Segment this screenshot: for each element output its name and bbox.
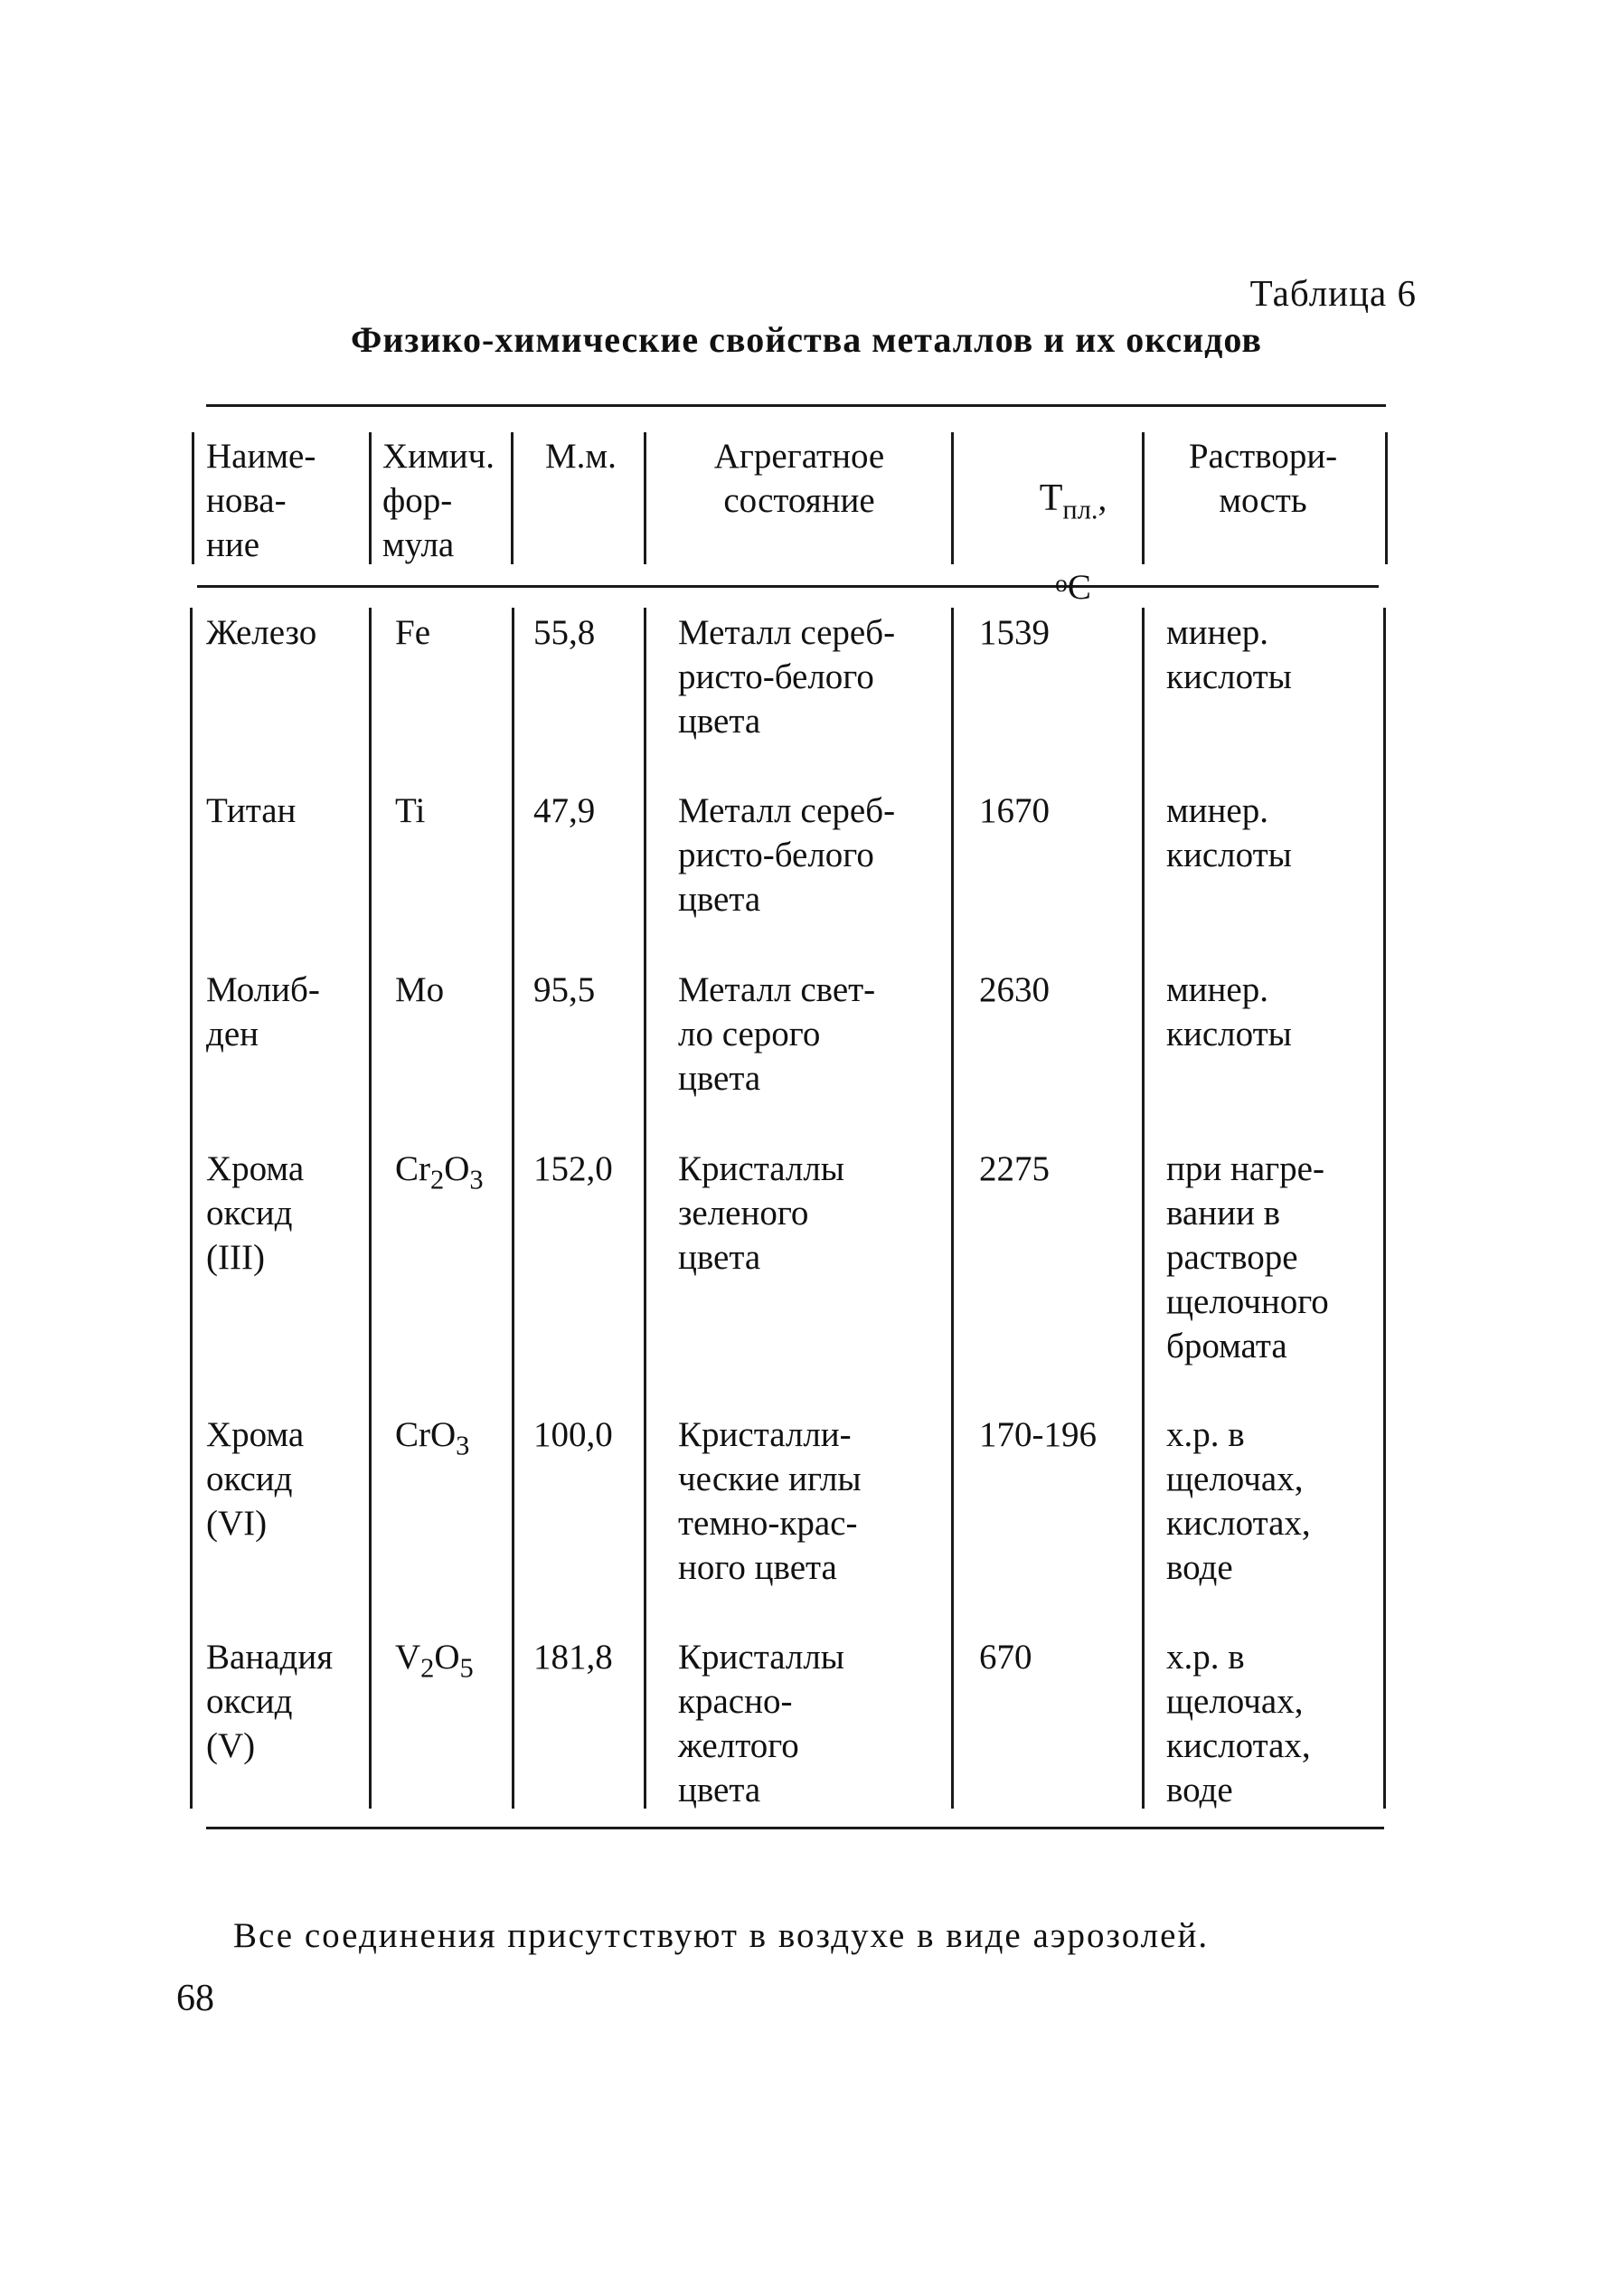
table-label: Таблица 6 [1249,272,1417,314]
formula-symbol: O [444,1149,470,1188]
formula-symbol: O [434,1638,460,1677]
cell-solubility: минер. кислоты [1166,791,1292,874]
header-divider [644,432,646,564]
tmelt-comma: , [1098,479,1107,518]
formula-subscript: 3 [456,1430,470,1461]
table-title: Физико-химические свойства металлов и их оксидов [351,319,1262,360]
cell-tmelt: 2275 [979,1149,1050,1188]
cell-name: Хрома оксид (VI) [206,1415,305,1543]
table-bottom-rule [206,1827,1384,1829]
formula-symbol: Fe [395,613,430,652]
page-number: 68 [176,1978,214,2019]
formula-symbol: Ti [395,791,426,830]
cell-solubility: х.р. в щелочах, кислотах, воде [1166,1415,1311,1587]
formula-symbol: Cr [395,1149,430,1188]
cell-mm: 152,0 [533,1149,613,1188]
cell-tmelt: 2630 [979,970,1050,1009]
header-divider [192,432,194,564]
cell-state: Металл сереб- ристо-белого цвета [678,613,896,741]
tmelt-unit: С [1067,568,1091,607]
body-divider [190,608,193,1809]
formula-subscript: 5 [459,1652,474,1684]
tmelt-degree: о [1055,569,1068,597]
tmelt-subscript: пл. [1062,494,1098,525]
header-divider [511,432,514,564]
cell-mm: 95,5 [533,970,596,1009]
header-bottom-rule [197,585,1379,588]
header-divider [1385,432,1388,564]
body-divider [644,608,646,1809]
cell-solubility: при нагре- вании в растворе щелочного бромата [1166,1149,1329,1365]
cell-mm: 100,0 [533,1415,613,1454]
formula-symbol: CrO [395,1415,457,1454]
table-top-rule [206,404,1386,407]
cell-state: Кристалли- ческие иглы темно-крас- ного цвета [678,1415,862,1587]
cell-formula [395,610,430,655]
formula-symbol: V [395,1638,421,1677]
header-divider [951,432,954,564]
tmelt-symbol: T [1039,477,1063,519]
cell-tmelt: 1539 [979,613,1050,652]
formula-subscript: 2 [430,1164,445,1195]
cell-state: Кристаллы зеленого цвета [678,1149,844,1277]
footnote: Все соединения присутствуют в воздухе в виде аэрозолей. [233,1916,1210,1955]
cell-formula [395,1635,474,1684]
header-solubility: Раствори- мость [1188,437,1338,520]
cell-state: Металл свет- ло серого цвета [678,970,876,1098]
header-melting-point [1005,432,1141,609]
formula-subscript: 3 [469,1164,484,1195]
cell-formula [395,789,425,833]
cell-solubility: х.р. в щелочах, кислотах, воде [1166,1638,1311,1809]
cell-formula [395,1147,484,1195]
cell-name: Молиб- ден [206,970,320,1054]
cell-solubility: минер. кислоты [1166,970,1292,1054]
header-formula: Химич. фор- мула [382,437,495,564]
cell-name: Ванадия оксид (V) [206,1638,334,1765]
header-molar-mass: М.м. [545,437,617,476]
body-divider [1142,608,1145,1809]
cell-state: Металл сереб- ристо-белого цвета [678,791,896,919]
body-divider [951,608,954,1809]
cell-tmelt: 1670 [979,791,1050,830]
cell-tmelt: 170-196 [979,1415,1097,1454]
header-divider [369,432,372,564]
cell-name: Титан [206,791,297,830]
cell-state: Кристаллы красно- желтого цвета [678,1638,844,1809]
body-divider [1383,608,1386,1809]
formula-subscript: 2 [420,1652,435,1684]
body-divider [369,608,372,1809]
cell-formula [395,968,444,1012]
cell-mm: 55,8 [533,613,596,652]
body-divider [512,608,514,1809]
cell-solubility: минер. кислоты [1166,613,1292,696]
formula-symbol: Mo [395,970,445,1009]
header-name: Наиме- нова- ние [206,437,316,564]
cell-name: Хрома оксид (III) [206,1149,305,1277]
cell-name: Железо [206,613,317,652]
cell-mm: 47,9 [533,791,596,830]
cell-formula [395,1413,470,1461]
header-state: Агрегатное состояние [713,437,885,520]
cell-tmelt: 670 [979,1638,1032,1677]
cell-mm: 181,8 [533,1638,613,1677]
